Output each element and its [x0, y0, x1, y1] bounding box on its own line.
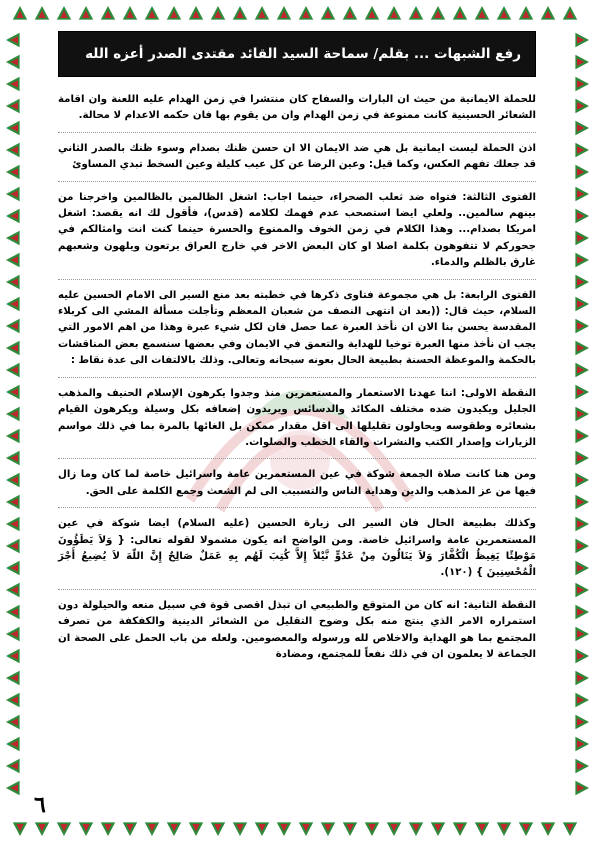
triangle-ornament-icon: [575, 495, 589, 509]
triangle-ornament-icon: [575, 99, 589, 113]
triangle-ornament-icon: [6, 275, 20, 289]
triangle-ornament-icon: [233, 6, 247, 20]
triangle-ornament-icon: [255, 6, 269, 20]
triangle-ornament-icon: [519, 6, 533, 20]
article-body: [58, 92, 536, 663]
triangle-ornament-icon: [321, 6, 335, 20]
paragraph-1: للحملة الايمانية من حيث ان البارات والسفاح كان منتشرا في زمن الهدام عليه اللعنة وان اقامة الشعائر الحسينية كانت ممنوعة في زمن الهدام وان من يقوم بها فان حكمه الاعدام لا محالة.: [58, 94, 536, 122]
triangle-ornament-icon: [167, 822, 181, 836]
divider: [58, 132, 536, 133]
triangle-ornament-icon: [575, 605, 589, 619]
triangle-ornament-icon: [575, 517, 589, 531]
triangle-ornament-icon: [365, 6, 379, 20]
triangle-ornament-icon: [57, 6, 71, 20]
triangle-ornament-icon: [6, 385, 20, 399]
triangle-ornament-icon: [6, 627, 20, 641]
page-title-text: رفع الشبهات ... بقلم/ سماحة السيد القائد مقتدى الصدر أعزه الله: [85, 46, 521, 62]
triangle-ornament-icon: [519, 822, 533, 836]
triangle-ornament-icon: [475, 822, 489, 836]
triangle-ornament-icon: [563, 6, 577, 20]
triangle-ornament-icon: [575, 209, 589, 223]
triangle-ornament-icon: [233, 822, 247, 836]
triangle-ornament-icon: [145, 6, 159, 20]
triangle-ornament-icon: [453, 6, 467, 20]
triangle-ornament-icon: [575, 143, 589, 157]
triangle-ornament-icon: [343, 822, 357, 836]
triangle-ornament-icon: [497, 6, 511, 20]
triangle-ornament-icon: [575, 429, 589, 443]
triangle-ornament-icon: [6, 473, 20, 487]
page-title: [58, 31, 536, 77]
triangle-ornament-icon: [57, 822, 71, 836]
triangle-ornament-icon: [145, 822, 159, 836]
triangle-ornament-icon: [6, 99, 20, 113]
triangle-ornament-icon: [101, 822, 115, 836]
triangle-ornament-icon: [6, 341, 20, 355]
triangle-ornament-icon: [35, 6, 49, 20]
triangle-ornament-icon: [6, 253, 20, 267]
triangle-ornament-icon: [101, 6, 115, 20]
triangle-ornament-icon: [409, 822, 423, 836]
triangle-ornament-icon: [575, 33, 589, 47]
paragraph-2: اذن الحملة ليست ايمانية بل هي ضد الايمان الا ان حسن ظنك بصدام وسوء ظنك بالصدر الثاني قد جعلك تفهم العكس، وكما قيل: وعين الرضا عن كل عيب كليلة وعين السخط تبدي المساوئ: [58, 142, 536, 171]
triangle-ornament-icon: [6, 121, 20, 135]
triangle-ornament-icon: [123, 6, 137, 20]
triangle-ornament-icon: [6, 143, 20, 157]
triangle-ornament-icon: [575, 451, 589, 465]
triangle-ornament-icon: [575, 561, 589, 575]
triangle-ornament-icon: [575, 385, 589, 399]
triangle-ornament-icon: [6, 451, 20, 465]
triangle-ornament-icon: [431, 6, 445, 20]
paragraph-3: الفتوى الثالثة: فتواه ضد ثعلب الصحراء، حينما اجاب: اشغل الظالمين بالظالمين واخرجنا من بينهم سالمين.. ولعلي ايضا استصحب عدم فهمك لكلامه (قدس)، فأقول لك انه يقصد: اشغل امريكا بصدام... وهذا الكلام في زمن الخوف والممنوع والحسرة حينما كنت انت وامثالكم في جحوركم لا تتفوهون بكلمة اصلا او كان البعض الاخر في خارج العراق يرتعون ويلهون وشعبهم غارق بالظلم والدماء.: [58, 191, 536, 269]
triangle-ornament-icon: [575, 165, 589, 179]
page-number: ٦: [34, 792, 46, 818]
triangle-ornament-icon: [575, 693, 589, 707]
triangle-ornament-icon: [575, 627, 589, 641]
triangle-ornament-icon: [575, 363, 589, 377]
divider: [58, 377, 536, 378]
triangle-ornament-icon: [575, 671, 589, 685]
triangle-ornament-icon: [575, 253, 589, 267]
divider: [58, 279, 536, 280]
triangle-ornament-icon: [189, 822, 203, 836]
triangle-ornament-icon: [79, 6, 93, 20]
triangle-ornament-icon: [409, 6, 423, 20]
triangle-ornament-icon: [211, 822, 225, 836]
triangle-ornament-icon: [575, 275, 589, 289]
divider: [58, 458, 536, 459]
triangle-ornament-icon: [299, 822, 313, 836]
divider: [58, 507, 536, 508]
triangle-ornament-icon: [6, 231, 20, 245]
triangle-ornament-icon: [365, 822, 379, 836]
triangle-ornament-icon: [6, 517, 20, 531]
triangle-ornament-icon: [575, 539, 589, 553]
triangle-ornament-icon: [431, 822, 445, 836]
paragraph-5: النقطة الاولى: اننا عهدنا الاستعمار والمستعمرين منذ وجدوا يكرهون الإسلام الحنيف والمذهب الجليل ويكيدون ضده مختلف المكائد والدسائس ويريدون إضعافه بكل وسيلة ويكرهون القيام بشعائره وطقوسه ويحاولون تقليلها الى اقل مقدار ممكن بل الغائها بالمرة بما في ذلك مواسم الزيارات وإصدار الكتب والنشرات والقاء الخطب والصلوات.: [58, 387, 536, 448]
triangle-ornament-icon: [189, 6, 203, 20]
triangle-ornament-icon: [541, 6, 555, 20]
triangle-ornament-icon: [6, 539, 20, 553]
triangle-ornament-icon: [497, 822, 511, 836]
triangle-ornament-icon: [6, 583, 20, 597]
triangle-ornament-icon: [563, 822, 577, 836]
triangle-ornament-icon: [6, 33, 20, 47]
triangle-ornament-icon: [6, 297, 20, 311]
triangle-ornament-icon: [6, 55, 20, 69]
triangle-ornament-icon: [123, 822, 137, 836]
triangle-ornament-icon: [575, 715, 589, 729]
triangle-ornament-icon: [575, 649, 589, 663]
triangle-ornament-icon: [277, 6, 291, 20]
triangle-ornament-icon: [575, 77, 589, 91]
triangle-ornament-icon: [6, 781, 20, 795]
paragraph-7: وكذلك بطبيعة الحال فان السير الى زيارة الحسين (عليه السلام) ايضا شوكة في عين المستعمرين عامة واسرائيل خاصة. ومن الواضح انه يكون مشمولا لقوله تعالى: { وَلاَ يَطَؤُونَ مَوْطِئًا يَغِيظُ الْكُفَّارَ وَلاَ يَنَالُونَ مِنْ عَدُوٍّ نَّيْلاً إِلاَّ كُتِبَ لَهُم بِهِ عَمَلٌ صَالِحٌ إِنَّ اللّهَ لاَ يُضِيعُ أَجْرَ الْمُحْسِنِينَ } (١٢٠).: [58, 518, 536, 579]
triangle-ornament-icon: [6, 649, 20, 663]
triangle-ornament-icon: [575, 583, 589, 597]
triangle-ornament-icon: [35, 822, 49, 836]
triangle-ornament-icon: [6, 363, 20, 377]
triangle-ornament-icon: [575, 759, 589, 773]
triangle-ornament-icon: [13, 822, 27, 836]
triangle-ornament-icon: [6, 759, 20, 773]
divider: [58, 181, 536, 182]
triangle-ornament-icon: [575, 187, 589, 201]
triangle-ornament-icon: [277, 822, 291, 836]
paragraph-4: الفتوى الرابعة: بل هي مجموعة فتاوى ذكرها في خطبته بعد منع السير الى الامام الحسين عليه السلام، حيث قال: ((بعد ان انتهى النصف من شعبان المعظم وتأجلت مسألة المشي الى كربلاء المقدسة يحسن بنا الان ان نأخذ العبرة عما حصل فان لكل شيء عبرة وهذا من اهم الامور التي يجب ان نأخذ منها العبرة توخيا للهداية والتعمق في الايمان وفي بعضها سنسمع بعض المناقشات بالحكمة والموعظة الحسنة بطبيعة الحال بعونه سبحانه وتعالى. وذلك بالالتفات الى عدة نقاط :: [58, 289, 536, 367]
triangle-ornament-icon: [6, 77, 20, 91]
divider: [58, 589, 536, 590]
triangle-ornament-icon: [453, 822, 467, 836]
triangle-ornament-icon: [575, 407, 589, 421]
paragraph-6: ومن هنا كانت صلاة الجمعة شوكة في عين المستعمرين عامة واسرائيل خاصة لما كان وما زال فيها من عز المذهب والدين وهداية الناس والتسبيب الى لم الشعث وجمع الكلمة على الحق.: [58, 469, 536, 497]
triangle-ornament-icon: [6, 495, 20, 509]
triangle-ornament-icon: [387, 822, 401, 836]
triangle-ornament-icon: [575, 341, 589, 355]
triangle-ornament-icon: [575, 55, 589, 69]
triangle-ornament-icon: [6, 407, 20, 421]
triangle-ornament-icon: [6, 561, 20, 575]
triangle-ornament-icon: [387, 6, 401, 20]
triangle-ornament-icon: [575, 121, 589, 135]
triangle-ornament-icon: [6, 715, 20, 729]
triangle-ornament-icon: [541, 822, 555, 836]
triangle-ornament-icon: [167, 6, 181, 20]
triangle-ornament-icon: [6, 693, 20, 707]
triangle-ornament-icon: [575, 781, 589, 795]
triangle-ornament-icon: [6, 671, 20, 685]
triangle-ornament-icon: [6, 187, 20, 201]
triangle-ornament-icon: [575, 297, 589, 311]
triangle-ornament-icon: [321, 822, 335, 836]
triangle-ornament-icon: [575, 737, 589, 751]
triangle-ornament-icon: [6, 319, 20, 333]
triangle-ornament-icon: [343, 6, 357, 20]
triangle-ornament-icon: [6, 737, 20, 751]
triangle-ornament-icon: [6, 429, 20, 443]
triangle-ornament-icon: [575, 231, 589, 245]
triangle-ornament-icon: [255, 822, 269, 836]
triangle-ornament-icon: [6, 165, 20, 179]
triangle-ornament-icon: [6, 605, 20, 619]
triangle-ornament-icon: [575, 473, 589, 487]
triangle-ornament-icon: [475, 6, 489, 20]
paragraph-8: النقطة الثانية: انه كان من المتوقع والطبيعي ان تبذل اقصى قوة في سبيل منعه والحيلولة دون استمراره الامر الذي ينتج منه بكل وضوح التقليل من الشعائر الدينية والكفكفة من تصرف المجتمع بما هو الهداية والاخلاص لله ورسوله والمعصومين. ولعله من باب الحمل على الصحة ان الجماعة لا يعلمون ان في ذلك نفعاً للمجتمع، ومضادة: [58, 599, 536, 660]
triangle-ornament-icon: [79, 822, 93, 836]
triangle-ornament-icon: [575, 319, 589, 333]
triangle-ornament-icon: [6, 209, 20, 223]
triangle-ornament-icon: [13, 6, 27, 20]
triangle-ornament-icon: [299, 6, 313, 20]
triangle-ornament-icon: [211, 6, 225, 20]
